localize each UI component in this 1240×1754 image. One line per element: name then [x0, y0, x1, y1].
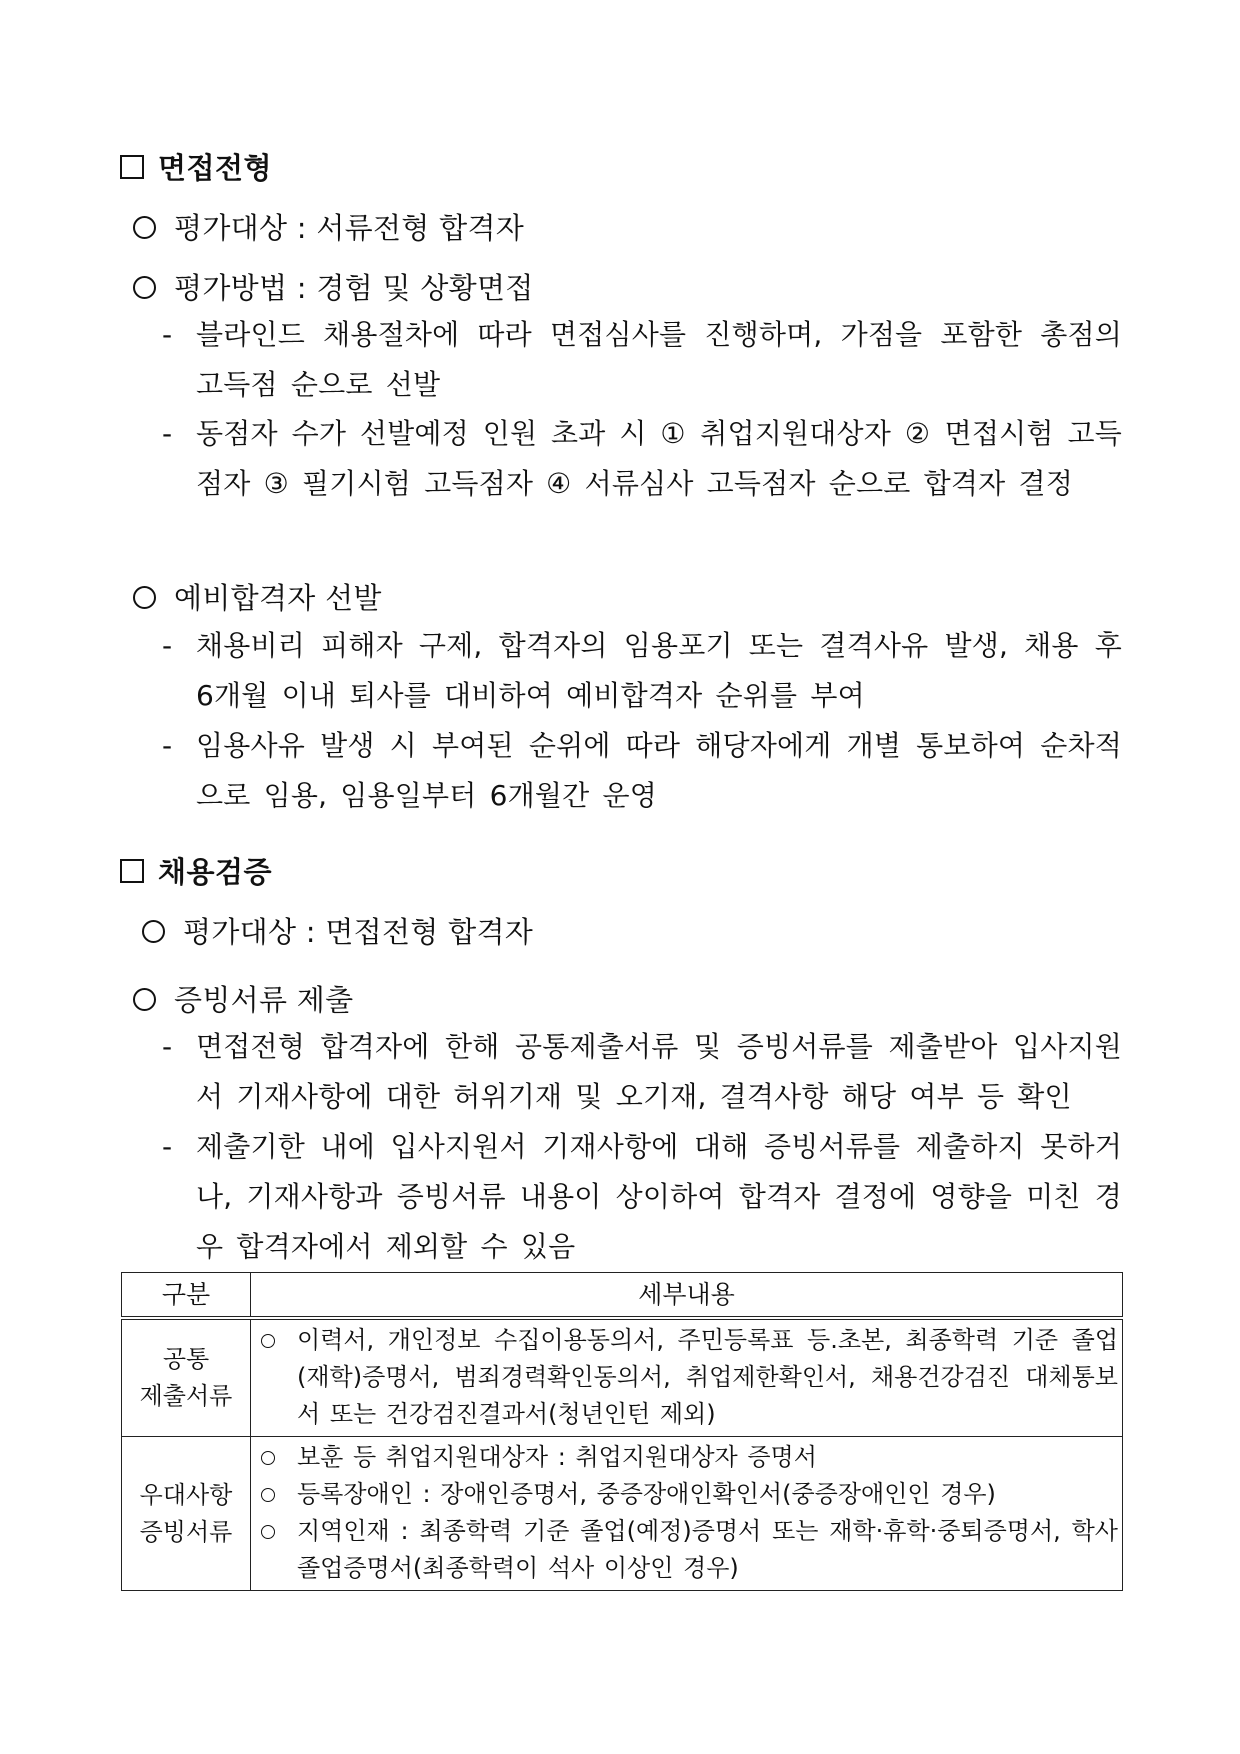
item-text: 평가대상 : 면접전형 합격자 — [183, 915, 534, 949]
detail-bullet-item — [259, 1476, 1118, 1513]
header-category: 구분 — [122, 1273, 251, 1319]
item-document-submission — [133, 978, 353, 1019]
table-header-row — [122, 1273, 1123, 1319]
item-verification-target — [142, 910, 533, 951]
detail-bullet-item — [259, 1439, 1118, 1476]
detail-text: 임용사유 발생 시 부여된 순위에 따라 해당자에게 개별 통보하여 순차적으로 임용, 임용일부터 6개월간 운영 — [196, 729, 1122, 812]
detail-bullet-item — [259, 1322, 1118, 1433]
dash-bullet: - — [162, 729, 173, 762]
circle-bullet-icon — [133, 276, 156, 299]
category-line: 공통 — [162, 1345, 210, 1373]
item-evaluation-method — [133, 266, 534, 307]
detail-bullet-text: 등록장애인 : 장애인증명서, 중증장애인확인서(중증장애인인 경우) — [297, 1480, 996, 1508]
dash-bullet: - — [162, 417, 173, 450]
detail-cell — [251, 1437, 1123, 1591]
item-text: 평가방법 : 경험 및 상황면접 — [174, 271, 534, 305]
checkbox-square-icon — [120, 155, 144, 179]
detail-cell — [251, 1318, 1123, 1437]
table-row — [122, 1437, 1123, 1591]
detail-bullet-text: 보훈 등 취업지원대상자 : 취업지원대상자 증명서 — [297, 1443, 817, 1471]
detail-bullet-text: 지역인재 : 최종학력 기준 졸업(예정)증명서 또는 재학·휴학·중퇴증명서, 학사 졸업증명서(최종학력이 석사 이상인 경우) — [297, 1517, 1118, 1582]
docs-detail-1 — [162, 1022, 1122, 1122]
detail-text: 블라인드 채용절차에 따라 면접심사를 진행하며, 가점을 포함한 총점의 고득점 순으로 선발 — [196, 318, 1122, 401]
circle-bullet-icon — [133, 988, 156, 1011]
item-reserve-selection — [133, 576, 382, 617]
docs-detail-2 — [162, 1122, 1122, 1272]
table-row — [122, 1318, 1123, 1437]
category-cell — [122, 1437, 251, 1591]
detail-text: 동점자 수가 선발예정 인원 초과 시 ① 취업지원대상자 ② 면접시험 고득점자 ③ 필기시험 고득점자 ④ 서류심사 고득점자 순으로 합격자 결정 — [196, 417, 1122, 500]
dash-bullet: - — [162, 318, 173, 351]
circle-bullet-icon — [133, 216, 156, 239]
item-text: 평가대상 : 서류전형 합격자 — [174, 211, 525, 245]
category-line: 우대사항 — [139, 1480, 233, 1509]
category-line: 증빙서류 — [139, 1517, 233, 1546]
method-detail-1 — [162, 310, 1122, 410]
circle-bullet-icon — [142, 920, 165, 943]
item-text: 예비합격자 선발 — [174, 581, 382, 615]
section-heading-interview — [120, 146, 272, 187]
detail-text: 제출기한 내에 입사지원서 기재사항에 대해 증빙서류를 제출하지 못하거나, 기재사항과 증빙서류 내용이 상이하여 합격자 결정에 영향을 미친 경우 합격자에서 제외할 수 있음 — [196, 1130, 1122, 1263]
detail-bullet-text: 이력서, 개인정보 수집이용동의서, 주민등록표 등.초본, 최종학력 기준 졸업(재학)증명서, 범죄경력확인동의서, 취업제한확인서, 채용건강검진 대체통보서 또는 건강검진결과서(청년인턴 제외) — [297, 1326, 1118, 1428]
header-details: 세부내용 — [251, 1273, 1123, 1319]
detail-bullet-item — [259, 1513, 1118, 1587]
circle-bullet-icon — [261, 1525, 275, 1539]
section-heading-verification — [120, 850, 272, 891]
category-cell — [122, 1318, 251, 1437]
checkbox-square-icon — [120, 859, 144, 883]
reserve-detail-2 — [162, 721, 1122, 821]
circle-bullet-icon — [261, 1451, 275, 1465]
category-line: 제출서류 — [139, 1382, 233, 1410]
method-detail-2 — [162, 409, 1122, 509]
dash-bullet: - — [162, 1130, 173, 1163]
item-text: 증빙서류 제출 — [174, 983, 354, 1017]
reserve-detail-1 — [162, 621, 1122, 721]
detail-text: 채용비리 피해자 구제, 합격자의 임용포기 또는 결격사유 발생, 채용 후 6개월 이내 퇴사를 대비하여 예비합격자 순위를 부여 — [196, 629, 1122, 712]
dash-bullet: - — [162, 629, 173, 662]
circle-bullet-icon — [261, 1488, 275, 1502]
circle-bullet-icon — [133, 586, 156, 609]
detail-text: 면접전형 합격자에 한해 공통제출서류 및 증빙서류를 제출받아 입사지원서 기재사항에 대한 허위기재 및 오기재, 결격사항 해당 여부 등 확인 — [196, 1030, 1122, 1113]
section-heading-text: 채용검증 — [158, 855, 273, 889]
document-requirements-table — [121, 1272, 1123, 1591]
dash-bullet: - — [162, 1030, 173, 1063]
item-evaluation-target — [133, 206, 524, 247]
section-heading-text: 면접전형 — [158, 151, 273, 185]
circle-bullet-icon — [261, 1334, 275, 1348]
